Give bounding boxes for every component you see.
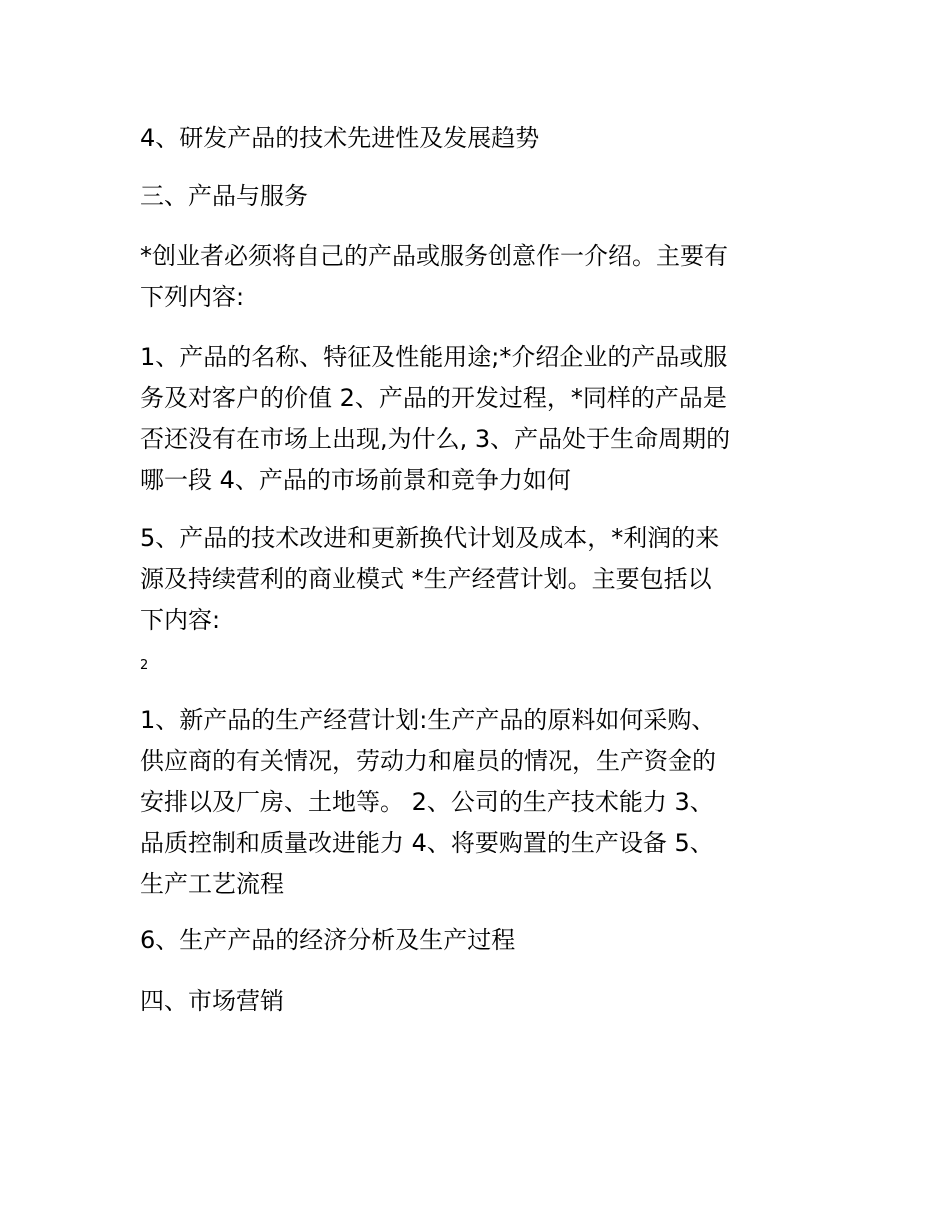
paragraph-production-plan [140,700,820,905]
text-line: 品质控制和质量改进能力 4、将要购置的生产设备 5、 [140,829,714,857]
text-line: 5、产品的技术改进和更新换代计划及成本，*利润的来 [140,524,720,552]
text-line: 四、市场营销 [140,987,284,1015]
paragraph-tech-trend [140,118,820,159]
text-line: 下内容: [140,606,221,634]
paragraph-intro [140,236,820,318]
section-heading-marketing [140,981,820,1022]
text-line: 供应商的有关情况，劳动力和雇员的情况，生产资金的 [140,747,716,775]
text-line: 下列内容: [140,283,245,311]
text-line: 1、新产品的生产经营计划:生产产品的原料如何采购、 [140,706,716,734]
text-line: *创业者必须将自己的产品或服务创意作一介绍。主要有 [140,242,728,270]
text-line: 4、研发产品的技术先进性及发展趋势 [140,124,540,152]
text-line: 三、产品与服务 [140,182,308,210]
paragraph-product-list [140,337,820,501]
text-line: 源及持续营利的商业模式 *生产经营计划。主要包括以 [140,565,712,593]
text-line: 1、产品的名称、特征及性能用途;*介绍企业的产品或服 [140,343,728,371]
section-heading-products-services [140,176,820,217]
text-line: 否还没有在市场上出现,为什么, 3、产品处于生命周期的 [140,425,731,453]
paragraph-improvement-plan [140,518,820,641]
text-line: 哪一段 4、产品的市场前景和竞争力如何 [140,466,571,494]
text-line: 6、生产产品的经济分析及生产过程 [140,926,516,954]
paragraph-economic-analysis [140,920,820,961]
text-line: 务及对客户的价值 2、产品的开发过程，*同样的产品是 [140,384,727,412]
text-line: 安排以及厂房、土地等。 2、公司的生产技术能力 3、 [140,788,714,816]
text-line: 生产工艺流程 [140,870,284,898]
page-number: 2 [140,658,149,673]
